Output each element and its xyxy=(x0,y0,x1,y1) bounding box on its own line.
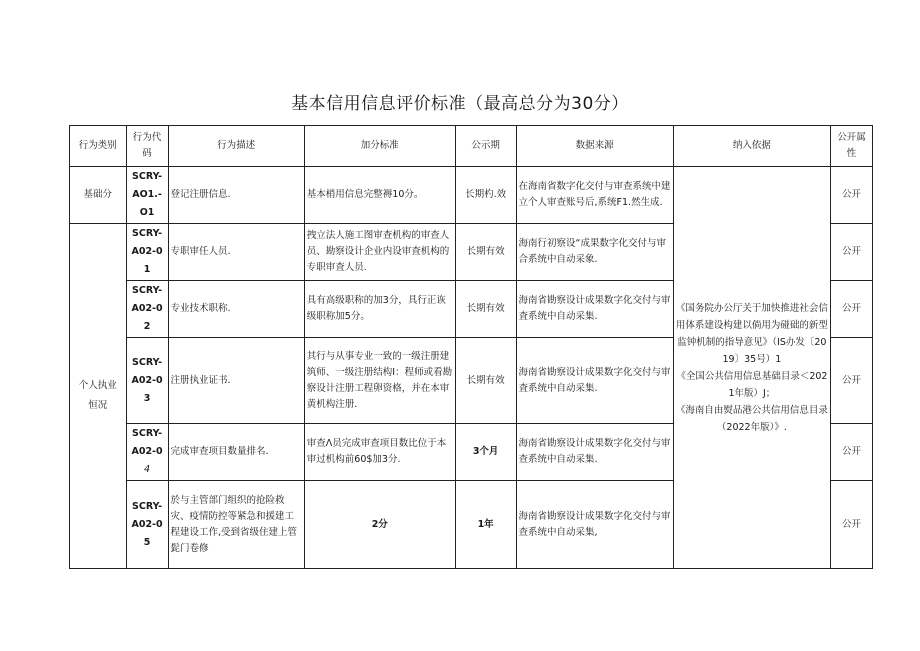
row-period: 长期有效 xyxy=(455,338,516,424)
header-basis: 纳入依据 xyxy=(673,126,830,167)
row-description: 登记注册信息. xyxy=(168,167,304,224)
row-source: 海南省勘察设计成果数字化交付与审査系统中自动采集. xyxy=(516,281,673,338)
basis-line-3: 《海南自由熨品港公共信用信息目录（2022年版）》. xyxy=(675,404,828,433)
row-period: 长期有效 xyxy=(455,281,516,338)
row-description: 完成审查项目数量排名. xyxy=(168,424,304,481)
row-code: SCRY- A02-0 3 xyxy=(126,338,168,424)
row-score: 具有高级职称的加3分，具行正诙级职称加5分。 xyxy=(304,281,455,338)
row-period: 1年 xyxy=(455,481,516,569)
row-source: 海南省勘察设计成果数字化交付与审査系统中自动采集. xyxy=(516,338,673,424)
row-source: 海南省勘察设计成果数字化交付与审查系统中自动采集, xyxy=(516,481,673,569)
category-basic: 基础分 xyxy=(70,167,127,224)
basis-line-2: 《全国公共信用信息基础目录＜2021年版）J； xyxy=(676,370,828,399)
row-source: 海南行初察设“成果数字化交付与审合系统中自动采象. xyxy=(516,224,673,281)
credit-standard-table xyxy=(69,125,873,569)
row-public: 公开 xyxy=(831,424,873,481)
basis-line-1: 《国务院办公厅关于加快推进社会信用体系建设构建以倘用为碰础的新型监钟机制的指导意见》（IS办发〔2019〕35号）1 xyxy=(675,302,828,365)
header-code: 行为代码 xyxy=(126,126,168,167)
row-public: 公开 xyxy=(831,167,873,224)
header-score: 加分标准 xyxy=(304,126,455,167)
row-period: 长期有效 xyxy=(455,224,516,281)
row-code: SCRY- A02-0 4 xyxy=(126,424,168,481)
row-code: SCRY- AO1.- O1 xyxy=(126,167,168,224)
row-public: 公开 xyxy=(831,281,873,338)
row-code: SCRY- A02-0 1 xyxy=(126,224,168,281)
row-description: 专职审任人员. xyxy=(168,224,304,281)
row-description: 注册执业证书. xyxy=(168,338,304,424)
row-code: SCRY- A02-0 2 xyxy=(126,281,168,338)
header-public: 公开属性 xyxy=(831,126,873,167)
row-description: 於与主管部门组织的抢险救灾、疫情防控等紧急和援建工程建设工作,受到省级住建上管髭门卷修 xyxy=(168,481,304,569)
row-score: 拽立法人施工图审查机构的审查人员、勘察设计企业内设审査机构的专职审査人员. xyxy=(304,224,455,281)
basis-cell xyxy=(673,167,830,569)
table-row xyxy=(70,167,873,224)
row-description: 专业技术职称. xyxy=(168,281,304,338)
header-category: 行为类别 xyxy=(70,126,127,167)
category-personal: 个人执业 恒况 xyxy=(70,224,127,569)
row-period: 3个月 xyxy=(455,424,516,481)
row-source: 海南省勘察设计成果数字化交付与审查系统中自动采集. xyxy=(516,424,673,481)
row-score: 其行与从事专业一致的一级注册建筑师、一级注册结构I：程师或看勘察设计注册工程卵资格，并在本审黄机构注册. xyxy=(304,338,455,424)
row-public: 公开 xyxy=(831,338,873,424)
header-row xyxy=(70,126,873,167)
row-source: 在海南省数字化交付与审查系统中建立个人审查账号后,系统F1.然生成. xyxy=(516,167,673,224)
page-title: 基本信用信息评价标准（最高总分为30分） xyxy=(291,94,629,114)
header-description: 行为描述 xyxy=(168,126,304,167)
row-public: 公开 xyxy=(831,481,873,569)
header-source: 数据来源 xyxy=(516,126,673,167)
header-period: 公示期 xyxy=(455,126,516,167)
row-score: 2分 xyxy=(304,481,455,569)
row-period: 长期杓.效 xyxy=(455,167,516,224)
row-score: 审查Λ员完成审查项目数比位于本审过机构前60$加3分. xyxy=(304,424,455,481)
row-public: 公开 xyxy=(831,224,873,281)
row-score: 基本梢用信息完整褥10分。 xyxy=(304,167,455,224)
row-code: SCRY- A02-05 xyxy=(126,481,168,569)
